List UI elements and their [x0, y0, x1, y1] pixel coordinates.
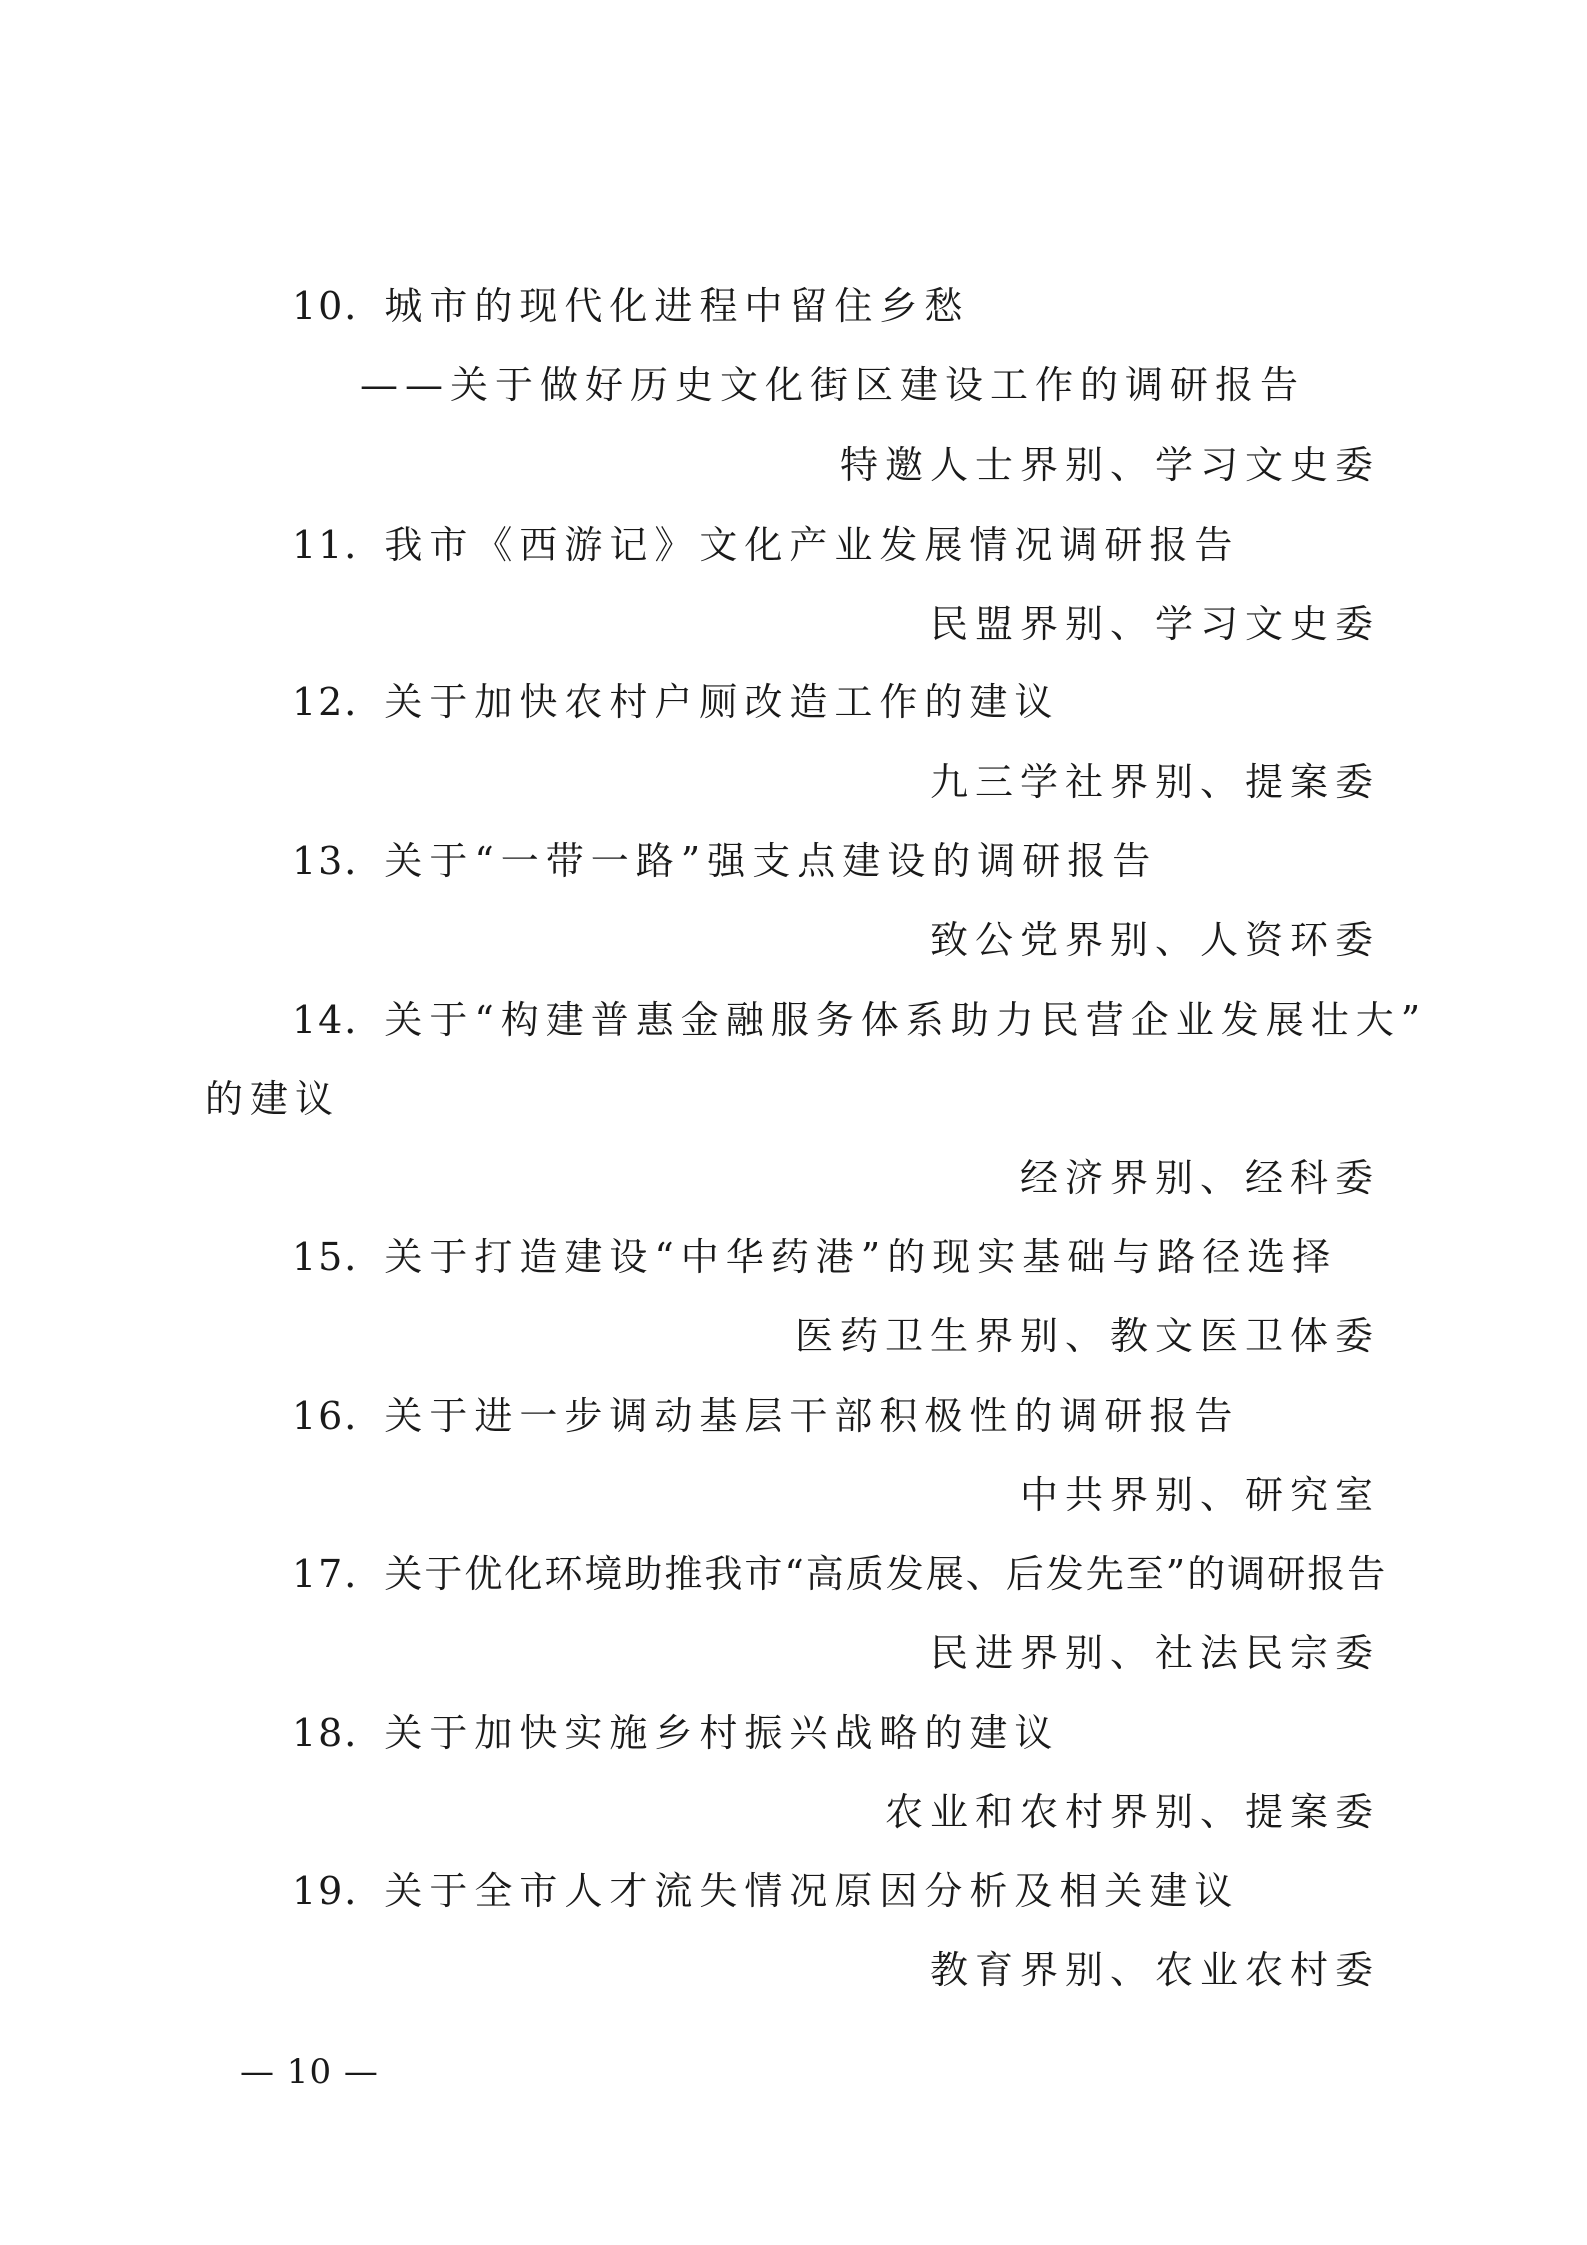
item-source: 九三学社界别、提案委	[929, 760, 1380, 804]
item-source: 致公党界别、人资环委	[929, 918, 1380, 962]
item-number: 11．	[292, 523, 385, 567]
item-source: 特邀人士界别、学习文史委	[839, 443, 1380, 487]
item-title: 关于进一步调动基层干部积极性的调研报告	[384, 1394, 1240, 1438]
item-source: 民盟界别、学习文史委	[929, 602, 1380, 646]
item-source: 经济界别、经科委	[1019, 1156, 1380, 1200]
item-number: 12．	[292, 680, 385, 724]
item-title: 我市《西游记》文化产业发展情况调研报告	[384, 523, 1240, 567]
item-source: 医药卫生界别、教文医卫体委	[794, 1314, 1380, 1358]
item-source: 农业和农村界别、提案委	[884, 1790, 1380, 1834]
list-item-title	[292, 1235, 1338, 1279]
item-number: 13．	[292, 839, 385, 883]
item-title: 关于加快实施乡村振兴战略的建议	[384, 1711, 1060, 1755]
list-item-title	[292, 1711, 1060, 1755]
page-number: — 10 —	[240, 2052, 379, 2092]
list-item-title	[292, 523, 1240, 567]
item-title: 城市的现代化进程中留住乡愁	[384, 284, 970, 328]
item-title: 关于优化环境助推我市“高质发展、后发先至”的调研报告	[384, 1552, 1388, 1596]
list-item-title	[292, 680, 1060, 724]
item-source: 教育界别、农业农村委	[929, 1948, 1380, 1992]
list-item-title	[292, 1552, 1388, 1596]
list-item-title	[292, 1869, 1240, 1913]
item-number: 16．	[292, 1394, 385, 1438]
item-title: 关于“一带一路”强支点建设的调研报告	[384, 839, 1158, 883]
item-title: 关于全市人才流失情况原因分析及相关建议	[384, 1869, 1240, 1913]
item-number: 18．	[292, 1711, 385, 1755]
list-item-title	[292, 998, 1428, 1042]
item-source: 中共界别、研究室	[1019, 1473, 1380, 1517]
list-item-title	[292, 839, 1158, 883]
item-number: 15．	[292, 1235, 385, 1279]
item-subtitle: ——关于做好历史文化街区建设工作的调研报告	[360, 363, 1306, 407]
item-source: 民进界别、社法民宗委	[929, 1631, 1380, 1675]
list-item-title	[292, 1394, 1240, 1438]
item-number: 14．	[292, 998, 385, 1042]
item-title: 关于打造建设“中华药港”的现实基础与路径选择	[384, 1235, 1338, 1279]
item-title-continuation: 的建议	[205, 1077, 341, 1121]
item-number: 19．	[292, 1869, 385, 1913]
list-item-title	[292, 284, 970, 328]
item-title: 关于加快农村户厕改造工作的建议	[384, 680, 1060, 724]
item-number: 17．	[292, 1552, 385, 1596]
item-number: 10．	[292, 284, 385, 328]
item-title: 关于“构建普惠金融服务体系助力民营企业发展壮大”	[384, 998, 1428, 1042]
